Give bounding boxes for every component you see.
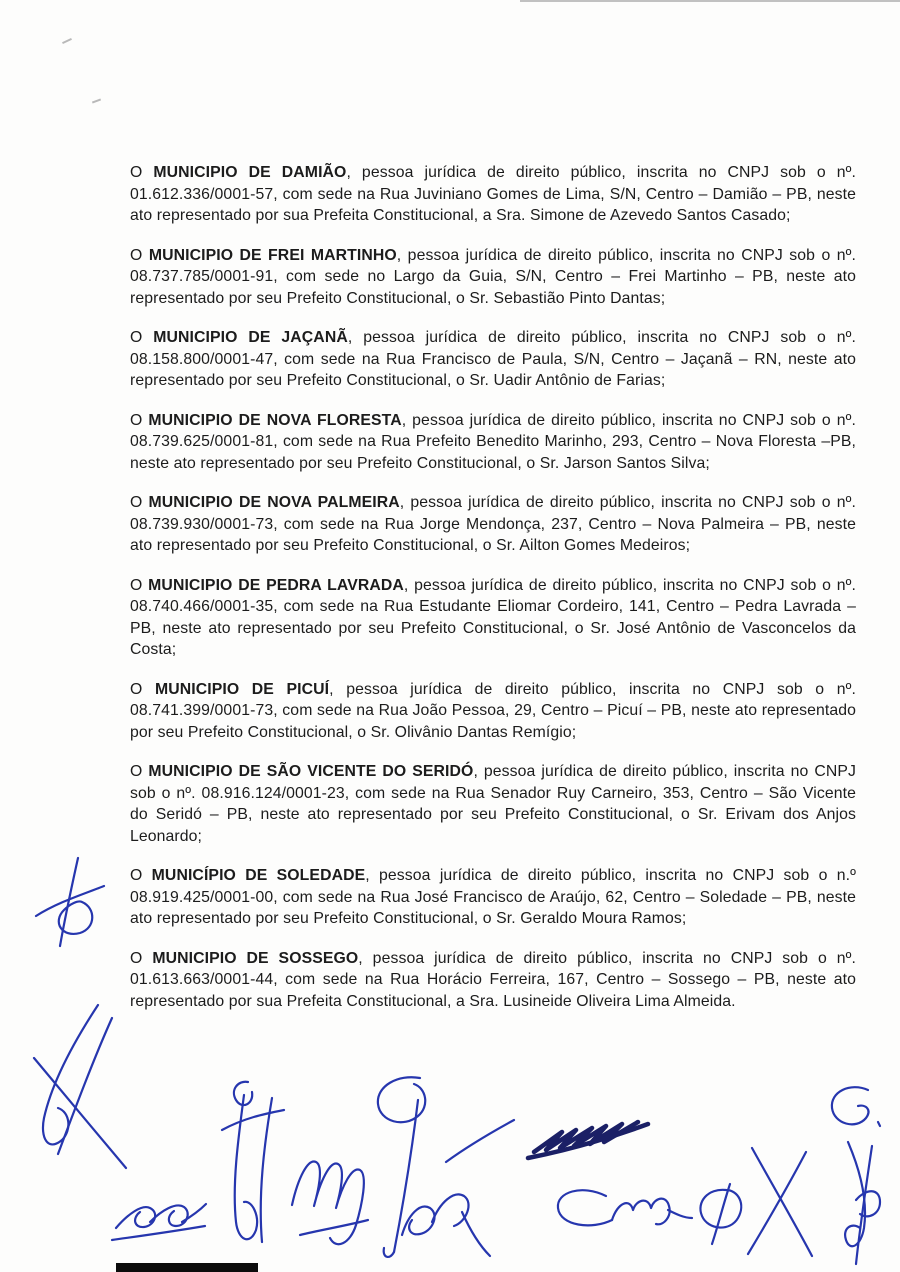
- signature-stroke: [528, 1124, 648, 1158]
- signature-bottom-9: [748, 1148, 812, 1256]
- clause-lead: O: [130, 411, 149, 429]
- signature-stroke: [59, 901, 93, 933]
- signature-stroke: [300, 1220, 368, 1235]
- signature-stroke: [235, 1095, 257, 1239]
- signature-stroke: [234, 1082, 252, 1105]
- clause-text: , pessoa jurídica de direito público, inscrita no CNPJ sob o nº. 01.612.336/0001-57, com sede na Rua Juviniano Gomes de Lima, S/N, Centro – Damião – PB, neste ato representado por sua Prefeita Constitucional, a Sra. Simone de Azevedo Santos Casado;: [130, 164, 856, 224]
- signature-stroke: [700, 1190, 741, 1228]
- signature-bottom-3: [292, 1161, 368, 1244]
- signature-stroke: [534, 1122, 638, 1152]
- clause-lead: O: [130, 494, 149, 511]
- clause-lead: O: [130, 329, 154, 346]
- signature-stroke: [150, 1205, 188, 1226]
- municipality-clause-frei-martinho: [130, 245, 856, 310]
- signature-stroke: [182, 1204, 206, 1222]
- signature-stroke: [112, 1226, 205, 1240]
- signature-stroke: [116, 1207, 155, 1228]
- signature-stroke: [845, 1142, 865, 1246]
- municipality-clause-soledade: [130, 865, 856, 930]
- municipality-clause-sossego: [130, 948, 856, 1013]
- clause-text: , pessoa jurídica de direito público, inscrita no CNPJ sob o nº. 08.739.625/0001-81, com sede na Rua Prefeito Benedito Marinho, 293, Centro – Nova Floresta –PB, neste ato representado por seu Prefeito Constitucional, o Sr. Jarson Santos Silva;: [130, 411, 856, 472]
- signature-bottom-4: [378, 1077, 425, 1257]
- clause-lead: O: [130, 576, 149, 594]
- municipality-clause-damiao: [130, 162, 856, 227]
- signature-stroke: [36, 886, 104, 916]
- signature-stroke: [668, 1210, 692, 1218]
- pencil-mark: [92, 99, 101, 104]
- signature-stroke: [446, 1120, 514, 1162]
- signature-left-margin-upper: [36, 858, 104, 946]
- signature-stroke: [558, 1190, 612, 1225]
- signature-stroke: [292, 1161, 364, 1244]
- signature-stroke: [384, 1248, 394, 1257]
- clause-lead: O: [130, 763, 149, 780]
- municipality-name: MUNICIPIO DE DAMIÃO: [153, 164, 347, 181]
- municipality-clause-picui: [130, 679, 856, 744]
- signature-stroke: [222, 1110, 284, 1130]
- clause-lead: O: [130, 680, 155, 698]
- municipality-name: MUNICIPIO DE PICUÍ: [154, 680, 330, 698]
- clause-text: , pessoa jurídica de direito público, inscrita no CNPJ sob o nº. 08.741.399/0001-73, com sede na Rua João Pessoa, 29, Centro – Picuí – PB, neste ato representado por seu Prefeito Constitucional, o Sr. Olivânio Dantas Remígio;: [130, 680, 856, 741]
- signature-bottom-8: [558, 1184, 741, 1244]
- signature-stroke: [712, 1184, 730, 1244]
- signature-stroke: [432, 1194, 469, 1226]
- signature-stroke: [856, 1146, 872, 1264]
- signature-stroke: [832, 1087, 869, 1124]
- signature-stroke: [34, 1058, 126, 1168]
- municipality-name: MUNICIPIO DE SOSSEGO: [152, 949, 359, 967]
- signature-left-margin-lower: [34, 1005, 126, 1168]
- signature-stroke: [748, 1152, 806, 1254]
- clause-text: , pessoa jurídica de direito público, inscrita no CNPJ sob o nº. 01.613.663/0001-44, com sede na Rua Horácio Ferreira, 167, Centro – Sossego – PB, neste ato representado por sua Prefeita Constitucional, a Sra. Lusineide Oliveira Lima Almeida.: [130, 949, 857, 1010]
- municipality-clause-nova-palmeira: [130, 492, 856, 557]
- signature-bottom-7-heavy: [528, 1122, 648, 1158]
- document-body: [130, 162, 856, 1030]
- signature-stroke: [60, 858, 78, 946]
- municipality-clause-jacana: [130, 327, 856, 392]
- municipality-name: MUNICIPIO DE NOVA FLORESTA: [148, 411, 402, 429]
- municipality-clause-pedra-lavrada: [130, 575, 856, 661]
- signature-stroke: [378, 1077, 425, 1122]
- clause-lead: O: [130, 949, 153, 967]
- clause-text: , pessoa jurídica de direito público, inscrita no CNPJ sob o nº. 08.740.466/0001-35, com sede na Rua Estudante Eliomar Cordeiro, 141, Centro – Pedra Lavrada – PB, neste ato representado por seu Prefeito Constitucional, o Sr. José Antônio de Vasconcelos da Costa;: [130, 576, 856, 658]
- pencil-mark: [62, 38, 72, 44]
- clause-text: , pessoa jurídica de direito público, inscrita no CNPJ sob o nº. 08.739.930/0001-73, com sede na Rua Jorge Mendonça, 237, Centro – Nova Palmeira – PB, neste ato representado por seu Prefeito Constitucional, o Sr. Ailton Gomes Medeiros;: [130, 494, 856, 554]
- signature-bottom-6-swash: [446, 1120, 514, 1162]
- signature-bottom-2: [222, 1082, 284, 1242]
- clause-text: , pessoa jurídica de direito público, inscrita no CNPJ sob o nº. 08.737.785/0001-91, com sede no Largo da Guia, S/N, Centro – Frei Martinho – PB, neste ato representado por seu Prefeito Constitucional, o Sr. Sebastião Pinto Dantas;: [130, 246, 856, 307]
- municipality-name: MUNICÍPIO DE SOLEDADE: [151, 867, 366, 884]
- municipality-name: MUNICIPIO DE PEDRA LAVRADA: [148, 576, 404, 594]
- signature-stroke: [43, 1005, 98, 1144]
- municipality-name: MUNICIPIO DE SÃO VICENTE DO SERIDÓ: [148, 763, 474, 780]
- signature-stroke: [752, 1148, 812, 1256]
- signature-stroke: [402, 1207, 435, 1235]
- municipality-clause-sao-vicente-do-serido: [130, 761, 856, 847]
- clause-lead: O: [130, 867, 152, 884]
- signature-stroke: [462, 1212, 490, 1256]
- clause-text: , pessoa jurídica de direito público, inscrita no CNPJ sob o nº. 08.916.124/0001-23, com sede na Rua Senador Ruy Carneiro, 353, Centro – São Vicente do Seridó – PB, neste ato representado por seu Prefeito Constitucional, o Sr. Erivam dos Anjos Leonardo;: [130, 763, 856, 845]
- scan-edge-artifact: [520, 0, 900, 2]
- signature-stroke: [612, 1199, 670, 1225]
- signature-bottom-1: [112, 1204, 206, 1240]
- signature-stroke: [261, 1098, 272, 1242]
- signature-bottom-5: [402, 1194, 490, 1256]
- municipality-name: MUNICIPIO DE NOVA PALMEIRA: [148, 494, 400, 511]
- signature-stroke: [878, 1122, 880, 1126]
- signature-right-edge: [845, 1142, 880, 1264]
- scan-artifact-bar: [116, 1263, 258, 1272]
- clause-text: , pessoa jurídica de direito público, inscrita no CNPJ sob o n.º 08.919.425/0001-00, com sede na Rua José Francisco de Araújo, 62, Centro – Soledade – PB, neste ato representado por seu Prefeito Constitucional, o Sr. Geraldo Moura Ramos;: [130, 867, 856, 927]
- signature-top-right-curl: [832, 1087, 880, 1126]
- clause-lead: O: [130, 246, 149, 264]
- signature-stroke: [856, 1191, 880, 1216]
- clause-lead: O: [130, 164, 154, 181]
- signature-stroke: [58, 1018, 112, 1154]
- municipality-name: MUNICIPIO DE JAÇANÃ: [153, 329, 348, 346]
- municipality-clause-nova-floresta: [130, 410, 856, 475]
- signature-stroke: [394, 1100, 418, 1252]
- clause-text: , pessoa jurídica de direito público, inscrita no CNPJ sob o nº. 08.158.800/0001-47, com sede na Rua Francisco de Paula, S/N, Centro – Jaçanã – RN, neste ato representado por seu Prefeito Constitucional, o Sr. Uadir Antônio de Farias;: [130, 329, 856, 389]
- municipality-name: MUNICIPIO DE FREI MARTINHO: [148, 246, 397, 264]
